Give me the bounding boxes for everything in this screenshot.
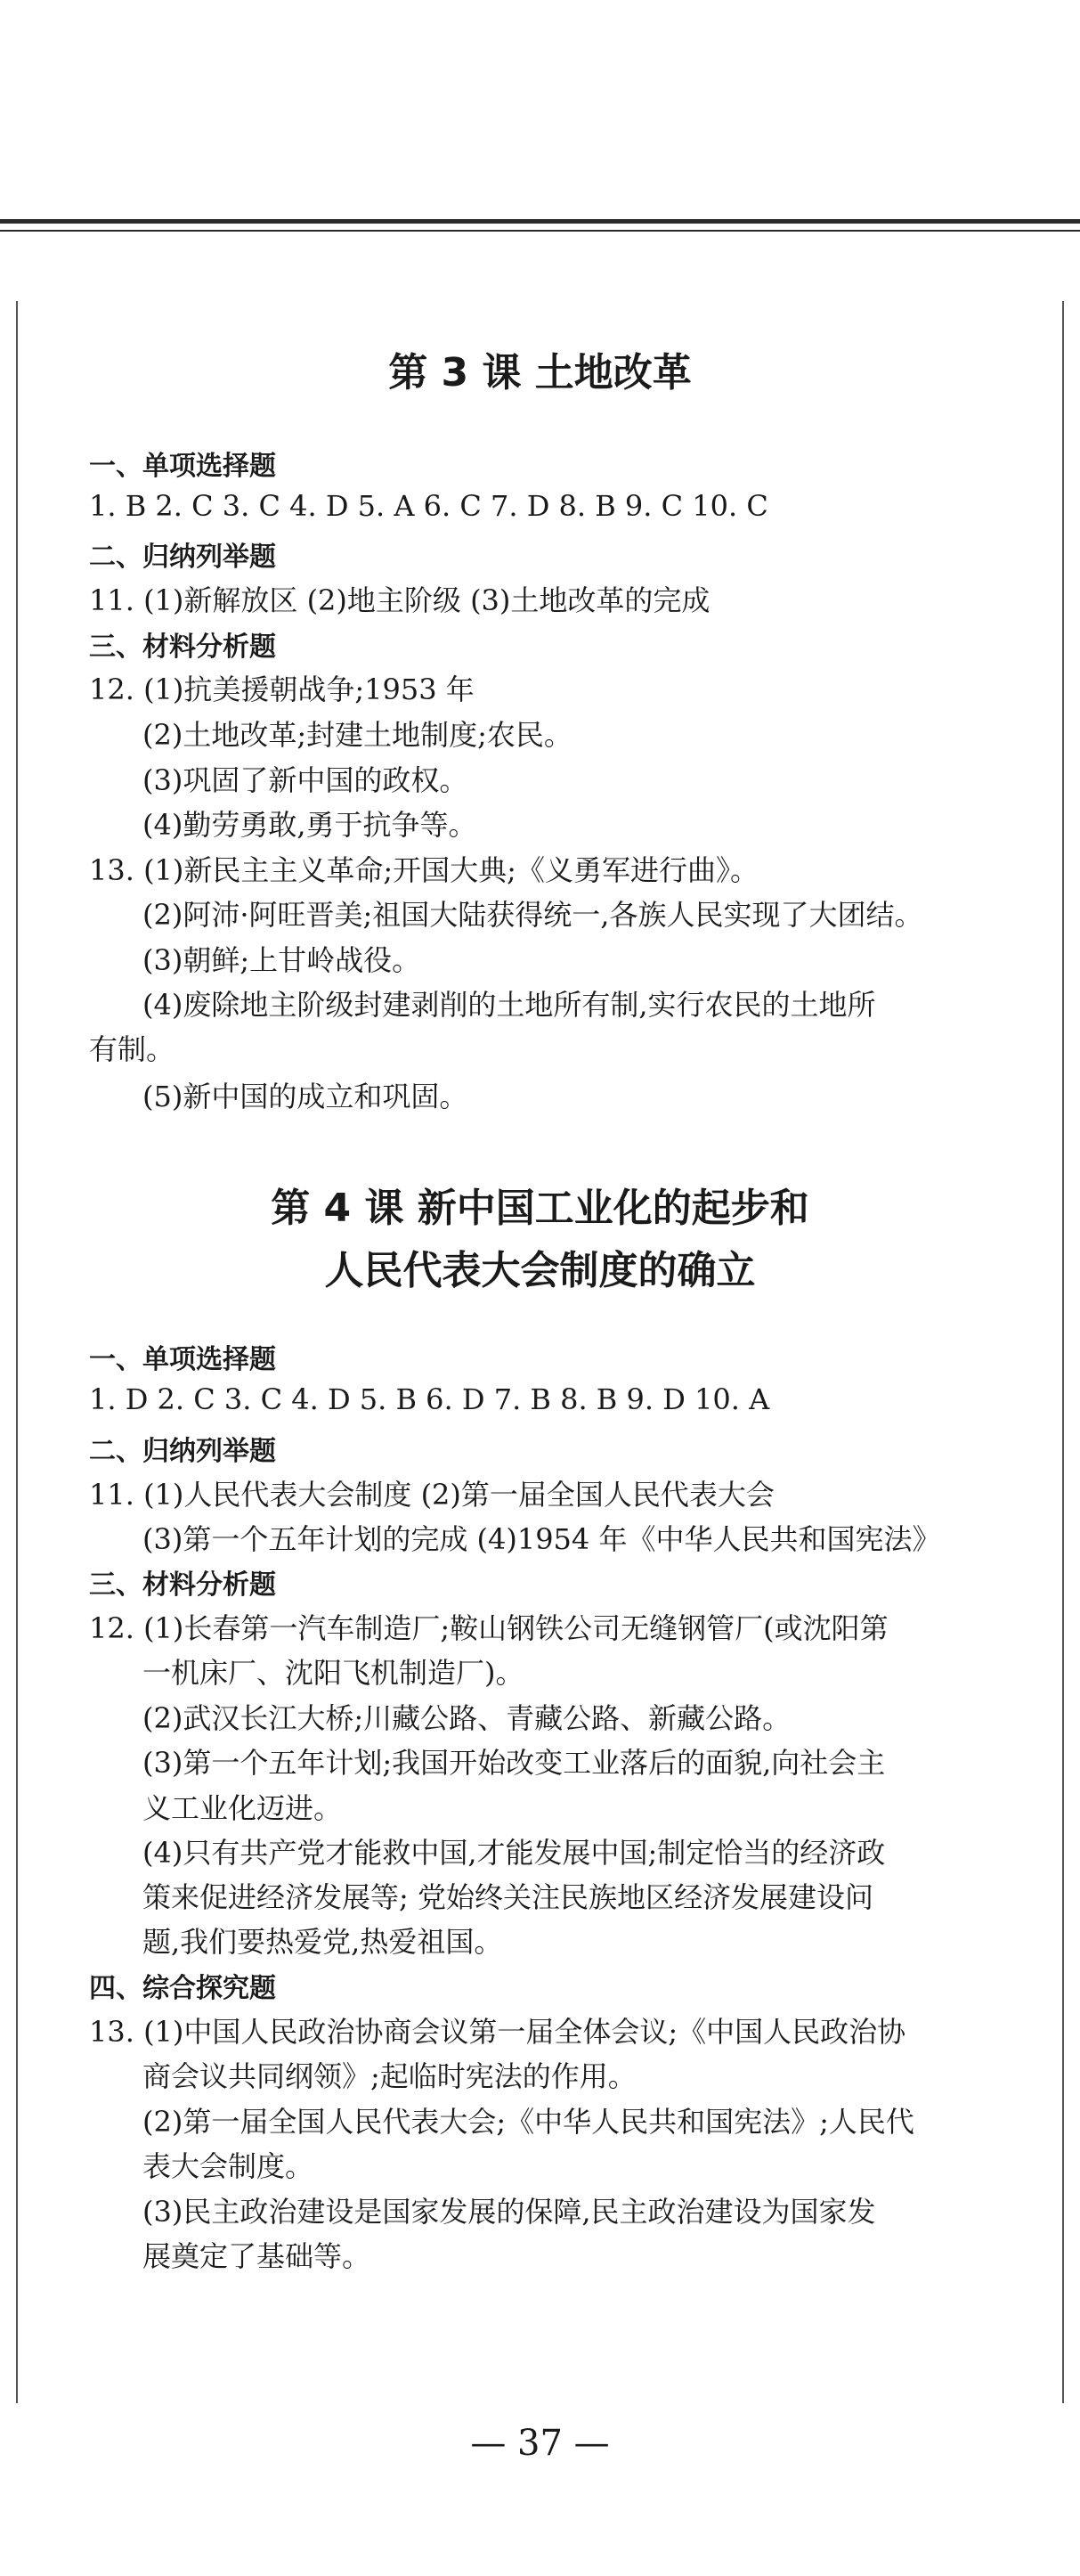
- lesson3-q13-5: (5)新中国的成立和巩固。: [142, 1080, 468, 1113]
- lesson4-title-line2: 人民代表大会制度的确立: [324, 1248, 756, 1293]
- lesson4-title-line1: 第 4 课 新中国工业化的起步和: [271, 1186, 809, 1231]
- lesson3-mc-answers: 1. B 2. C 3. C 4. D 5. A 6. C 7. D 8. B 9. C 10. C: [89, 489, 768, 523]
- lesson3-section1-heading: 一、单项选择题: [89, 451, 276, 482]
- lesson4-q12-4c: 题,我们要热爱党,热爱祖国。: [142, 1925, 503, 1959]
- lesson4-q12-3b: 义工业化迈进。: [142, 1791, 343, 1825]
- lesson3-q11: 11. (1)新解放区 (2)地主阶级 (3)土地改革的完成: [89, 583, 711, 617]
- lesson4-q12-4b: 策来促进经济发展等; 党始终关注民族地区经济发展建设问: [142, 1880, 873, 1914]
- lesson4-section3-heading: 三、材料分析题: [89, 1569, 276, 1601]
- lesson3-q13-4a: (4)废除地主阶级封建剥削的土地所有制,实行农民的土地所: [142, 988, 876, 1022]
- lesson4-q12-4a: (4)只有共产党才能救中国,才能发展中国;制定恰当的经济政: [142, 1836, 886, 1870]
- page-number: — 37 —: [470, 2423, 610, 2464]
- header-rule-thin: [0, 230, 1080, 232]
- left-margin-line: [16, 301, 18, 2403]
- lesson3-q12-1: 12. (1)抗美援朝战争;1953 年: [89, 673, 475, 706]
- lesson4-mc-answers: 1. D 2. C 3. C 4. D 5. B 6. D 7. B 8. B 9. D 10. A: [89, 1382, 770, 1416]
- right-margin-line: [1062, 301, 1064, 2403]
- lesson3-section2-heading: 二、归纳列举题: [89, 542, 276, 573]
- lesson3-q13-3: (3)朝鲜;上甘岭战役。: [142, 943, 421, 977]
- lesson4-q13-1a: 13. (1)中国人民政治协商会议第一届全体会议;《中国人民政治协: [89, 2015, 906, 2049]
- lesson4-q12-1b: 一机床厂、沈阳飞机制造厂)。: [142, 1656, 524, 1690]
- lesson4-q13-1b: 商会议共同纲领》;起临时宪法的作用。: [142, 2059, 637, 2093]
- lesson4-q11-1: 11. (1)人民代表大会制度 (2)第一届全国人民代表大会: [89, 1478, 775, 1512]
- lesson4-section4-heading: 四、综合探究题: [89, 1973, 276, 2004]
- lesson4-section1-heading: 一、单项选择题: [89, 1344, 276, 1375]
- lesson3-q12-2: (2)土地改革;封建土地制度;农民。: [142, 718, 572, 752]
- lesson4-q12-1a: 12. (1)长春第一汽车制造厂;鞍山钢铁公司无缝钢管厂(或沈阳第: [89, 1611, 889, 1645]
- lesson4-q13-2b: 表大会制度。: [142, 2149, 314, 2183]
- lesson3-q13-2: (2)阿沛·阿旺晋美;祖国大陆获得统一,各族人民实现了大团结。: [142, 898, 923, 932]
- lesson3-q13-4b: 有制。: [89, 1032, 175, 1066]
- lesson3-title: 第 3 课 土地改革: [388, 350, 692, 395]
- lesson3-section3-heading: 三、材料分析题: [89, 632, 276, 663]
- lesson4-q12-2: (2)武汉长江大桥;川藏公路、青藏公路、新藏公路。: [142, 1701, 792, 1735]
- lesson3-q12-3: (3)巩固了新中国的政权。: [142, 763, 468, 797]
- lesson4-q13-3b: 展奠定了基础等。: [142, 2239, 371, 2273]
- lesson3-q12-4: (4)勤劳勇敢,勇于抗争等。: [142, 808, 477, 842]
- lesson4-q13-2a: (2)第一届全国人民代表大会;《中华人民共和国宪法》;人民代: [142, 2105, 914, 2139]
- lesson4-section2-heading: 二、归纳列举题: [89, 1436, 276, 1467]
- lesson4-q13-3a: (3)民主政治建设是国家发展的保障,民主政治建设为国家发: [142, 2195, 876, 2229]
- lesson4-q11-2: (3)第一个五年计划的完成 (4)1954 年《中华人民共和国宪法》: [142, 1522, 941, 1556]
- lesson4-q12-3a: (3)第一个五年计划;我国开始改变工业落后的面貌,向社会主: [142, 1746, 886, 1780]
- lesson3-q13-1: 13. (1)新民主主义革命;开国大典;《义勇军进行曲》。: [89, 853, 759, 887]
- header-rule-thick: [0, 219, 1080, 224]
